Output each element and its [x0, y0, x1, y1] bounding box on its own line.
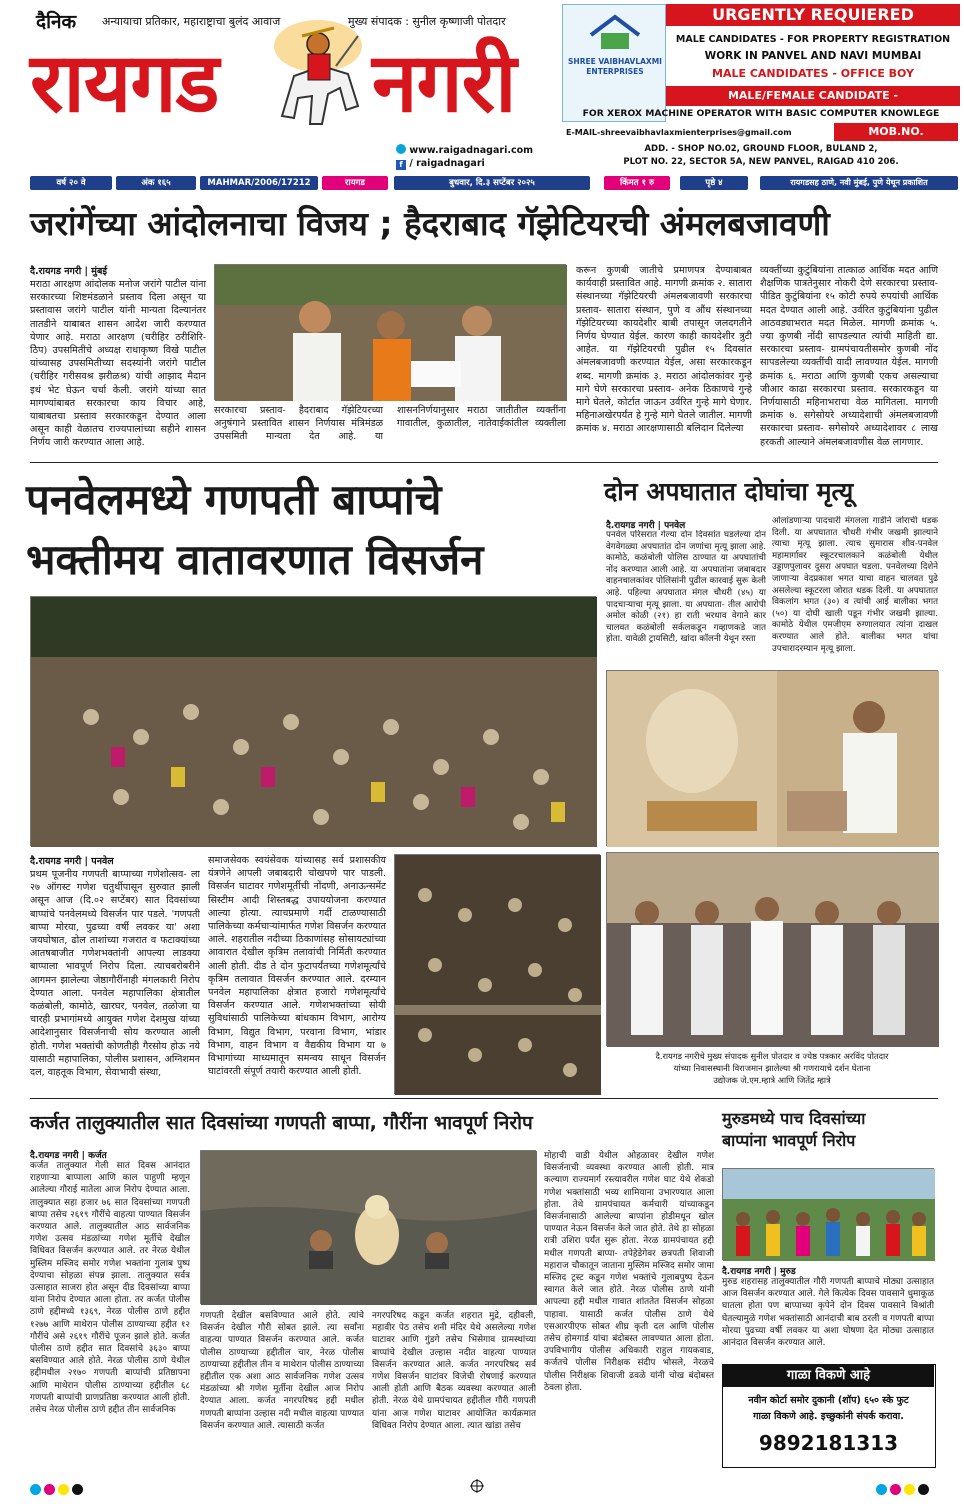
- story2-headline-line2: भक्तीमय वातावरणात विसर्जन: [26, 535, 484, 584]
- story3-col2: ओलांडणाऱ्या पादचारी मंगलला गाडीने जोराची धडक दिली. या अपघातात चौधरी गंभीर जखमी झाल्याने त्याचा मृत्यू झाला. त्याच सुमारास शीव-पनवेल महामार्गावर स्कूटरचालकाने कळंबोली येथील उड्डाणपुलावर दुसरा अपघात घडला. पनवेलच्या दिशेने जाणाऱ्या वेदप्रकाश भगत याचा वाहन चालवत पुढे असलेल्या स्कूटरला जोरात धडक दिली. या अपघातात विकलांग भगत (३०) व त्यांची आई बालीका भगत (५०) या दोघी खाली पडून गंभीर जखमी झाल्या. कामोठे येथील एमजीएम रुग्णालयात त्यांना दाखल करण्यात आले होते. बालीका भगत यांचा उपचारादरम्यान मृत्यू झाला.: [772, 516, 938, 654]
- globe-icon: [396, 144, 406, 154]
- story4-col1: कर्जत तालुक्यात गेली सात दिवस आनंदात राहणाऱ्या बाप्पाला आणि काल पाहुणी म्हणून आलेल्या गौराई मातेला आज निरोप देण्यात आला. तालुक्यात सहा हजार ७६ सात दिवसांच्या गणपती बाप्पा तसेच २६१९ गौरींचे वाहत्या पाण्यात विसर्जन करण्यात आले. तालुक्यातील आठ सार्वजनिक गणेश उत्सव मंडळांच्या गणेश मूर्तीचे देखील विधिवत विसर्जन करण्यात आले. तर नेरळ येथील मुस्लिम मस्जिद समोर गणेश भक्तांना गुलाब पुष्प देण्याचा सोहळा संपन्न झाला. तालुक्यात सर्वत्र उत्साहात साजरा होत असून दीड दिवसांच्या बाप्पा यांना निरोप देण्यात आला होता. तर कर्जत पोलीस ठाणे हद्दीमध्ये १३६९, नेरळ पोलीस ठाणे हद्दीत १२७७ आणि माथेरान पोलीस ठाण्याच्या हद्दीत १२ गौरींचे असे २६१९ गौरींचे पूजन झाले होते. कर्जत पोलीस ठाणे हद्दीत सात दिवसांचे ३६३० बाप्पा बसविण्यात आले होते. नेरळ पोलीस ठाणे येथील हद्दीमधील २१७० गणपती बाप्पांची प्रतिष्ठापना आणि माथेरान पोलीस ठाण्याच्या हद्दीतील ६८ गणपती बाप्पांची प्राणप्रतिष्ठा करण्यात आली होती. तसेच नेरळ पोलीस ठाणे हद्दीत तीन सार्वजनिक: [30, 1161, 190, 1416]
- strip-place: रायगड: [322, 176, 388, 190]
- black-dot-icon: [918, 1484, 929, 1495]
- strip-date: बुधवार, दि.३ सप्टेंबर २०२५: [394, 176, 590, 190]
- registration-marks-center: [470, 1478, 484, 1492]
- story1-col3: करून कुणबी जातीचे प्रमाणपत्र देण्याबाबत कार्यवाही प्रस्तावित आहे. मागणी क्रमांक २. सातारा संस्थानच्या गॅझेटियरची अंमलबजावणी सरकारचा प्रस्ताव- सातारा संस्थान, पुणे व औंध संस्थानच्या गॅझेटियरच्या कायदेशीर बाबी तपासून जलदगतीने निर्णय घेण्यात येईल. कारण काही कायदेशीर त्रुटी आहेत. या गॅझेटियरची पुढील १५ दिवसांत अंमलबजावणी करण्यात येईल, असा सरकारकडून शब्द. मागणी क्रमांक ३. मराठा आंदोलकांवर गुन्हे मागे घेणे सरकारचा प्रस्ताव- अनेक ठिकाणचे गुन्हे मागे घेतले, कोर्टात जाऊन उर्वरित गुन्हे मागे घेणार. महिनाअखेरपर्यंत हे गुन्हे मागे घेतले जातील. मागणी क्रमांक ४. मराठा आरक्षणासाठी बलिदान दिलेल्या: [576, 265, 752, 435]
- magenta-dot-icon: [44, 1484, 55, 1495]
- story4-col3: नगरपरिषद कडून कर्जत शहरात मुद्रे, दहीवली, महावीर पेठ तसेच शनी मंदिर येथे असलेल्या गणेश घाटावर आणि गुंडगे तसेच भिसेगाव ग्रामस्थांच्या बाप्पांचे देखील उल्हास नदीत वाहत्या पाण्यात विसर्जन करण्यात आले. कर्जत नगरपरिषद सर्व गणेश विसर्जन घाटांवर विजेची रोषणाई करण्यात आली होती आणि बैठक व्यवस्था करण्यात आली होती. नेरळ येथे ग्रामपंचायत हद्दीतील गौरी गणपती यांना आज गणेश घाटावर आयोजित कार्यक्रमात विधिवत निरोप देण्यात आला. त्यात खांडा तसेच: [372, 1311, 536, 1431]
- story5-byline: दै.रायगड नगरी | मुरुड: [722, 1267, 796, 1277]
- ad-mobile: MOB.NO. 9892848890: [834, 123, 958, 141]
- black-dot-icon: [72, 1484, 83, 1495]
- website-row: [396, 144, 533, 156]
- story3-byline: दै.रायगड नगरी | पनवेल: [606, 521, 686, 531]
- story3-caption-line2: यांच्या निवासस्थानी विराजमान झालेल्या श्री गणरायाचे दर्शन घेताना: [673, 1063, 871, 1073]
- divider-rule: [30, 462, 938, 463]
- yellow-dot-icon: [58, 1484, 69, 1495]
- facebook-text[interactable]: / raigadnagari: [409, 158, 485, 169]
- ad-line1: MALE CANDIDATES - FOR PROPERTY REGISTRATION: [675, 34, 951, 45]
- story2-headline-line1: पनवेलमध्ये गणपती बाप्पांचे: [26, 475, 442, 524]
- daily-label: दैनिक: [36, 11, 77, 33]
- story4-headline: कर्जत तालुक्यातील सात दिवसांच्या गणपती बाप्पा, गौरींना भावपूर्ण निरोप: [30, 1112, 533, 1134]
- story4-byline: दै.रायगड नगरी | कर्जत: [30, 1151, 107, 1161]
- strip-reg: MAHMAR/2006/17212: [200, 176, 318, 190]
- story1-photo-caption: सरकारचा प्रस्ताव- हैदराबाद गॅझेटियरच्या अनुषंगाने प्रस्तावित शासन निर्णयास मंत्रिमंडळ उपसमिती मान्यता देत आहे. या शासननिर्णयानुसार मराठा जातीतील व्यक्तींना गावातील, कुळातील, नातेवाईकांतील व्यक्तीला: [214, 405, 566, 443]
- story2-photo: [30, 596, 596, 846]
- strip-issue: अंक १६५: [116, 176, 196, 190]
- paper-name-left: रायगड: [30, 36, 219, 131]
- registration-marks-left: [30, 1480, 86, 1499]
- story2-col2: समाजसेवक स्वयंसेवक यांच्यासह सर्व प्रशासकीय यंत्रणेने आपली जबाबदारी चोखपणे पार पाडली. विसर्जन घाटावर गणेशमूर्तीची नोंदणी, अनाऊन्समेंट सिस्टीम आदी शिस्तबद्ध उपाययोजना करण्यात आल्या होत्या. त्याचप्रमाणे गर्दी टाळण्यासाठी पालिकेच्या कर्मचाऱ्यांमार्फत गणेश विसर्जन करण्यात आले. शहरातील नदीच्या ठिकाणांसह सोसायट्यांच्या आवारात देखील कृत्रिम तलावांची निर्मिती करण्यात आली होती. दीड ते दोन फुटापर्यंतच्या गणेशमूर्त्यांचे कृत्रिम तलावात विसर्जन करण्यात आले. दरम्यान पनवेल महापालिका क्षेत्रात हजारो गणेशमूर्त्यांचे विसर्जन करण्यात आले. गणेशभक्तांच्या सोयी सुविधांसाठी पालिकेच्या बांधकाम विभाग, आरोग्य विभाग, विद्युत विभाग, परवाना विभाग, भांडार विभाग, वाहन विभाग व वैद्यकीय विभाग या ७ विभागांच्या माध्यमातून समन्वय साधून विसर्जन घाटांवरती संपूर्ण तयारी करण्यात आली होती.: [208, 855, 386, 1078]
- magenta-dot-icon: [890, 1484, 901, 1495]
- classified-line1: नवीन कोर्टा समोर दुकानी (शॉप) ६५० स्के फुट: [748, 1395, 909, 1406]
- story5-headline-line1: मुरुडमध्ये पाच दिवसांच्या: [722, 1109, 866, 1128]
- story1-col4: व्यक्तींच्या कुटुंबियांना तात्काळ आर्थिक मदत आणि शैक्षणिक पात्रतेनुसार नोकरी देणे सरकारचा प्रस्ताव- पीडित कुटुंबियांना १५ कोटी रुपये रुपयांची आर्थिक मदत देण्यात आली आहे. उर्वरित कुटुंबियांना पुढील आठवड्याभरात मदत मिळेल. मागणी क्रमांक ५. ज्या कुणबी नोंदी सापडल्यात त्यांची माहिती द्या. सरकारचा प्रस्ताव- ग्रामपंचायतीसमोर कुणबी नोंद सापडलेल्या व्यक्तींची यादी लावण्यात येईल. मागणी क्रमांक ६. मराठा आणि कुणबी एकच असल्याचा जीआर काढा सरकारचा प्रस्ताव. सरकारकडून या निर्णयासाठी महिनाभराचा वेळ मागितला. मागणी क्रमांक ७. सगेसोयरे अध्यादेशाची अंमलबजावणी सरकारचा प्रस्ताव- सगेसोयरे अध्यादेशावर ८ लाख हरकती आल्याने अंमलबजावणीस वेळ लागणार.: [760, 265, 938, 448]
- story2-byline: दै.रायगड नगरी | पनवेल: [30, 856, 114, 867]
- story5-photo: [722, 1168, 934, 1260]
- ad-company-line2: ENTERPRISES: [586, 67, 644, 76]
- paper-name-right: नगरी: [372, 36, 516, 131]
- website-text[interactable]: www.raigadnagari.com: [409, 145, 533, 156]
- top-ad: [562, 4, 960, 174]
- ad-logo-box: [562, 4, 666, 122]
- facebook-icon: f: [396, 160, 406, 170]
- story2-photo2: [394, 854, 600, 1094]
- registration-marks-right: [876, 1480, 932, 1499]
- story3-col1: पनवेल परिसरात गेल्या दोन दिवसांत घडलेल्या दोन वेगवेगळ्या अपघातांत दोन जणांचा मृत्यू झाला आहे. कामोठे, कळंबोली पोलिस ठाण्यात या अपघातांची नोंद करण्यात आली आहे. या अपघातांना जबाबदार वाहनचालकांवर पोलिसांनी पुढील कारवाई सुरू केली आहे. पहिल्या अपघातात मंगल चौधरी (४५) या पादचाऱ्याचा मृत्यू झाला. या अपघाता- तील आरोपी अमोल कोळी (२१) हा राती भरधाव वेगाने कार चालवत कळंबोली सर्कलकडून गव्हाणकडे जात होता. यावेळी ट्रायसिटी, खांदा कॉलनी येथून रस्ता: [606, 530, 766, 645]
- ad-line3: MALE CANDIDATES - OFFICE BOY: [712, 67, 914, 80]
- classified-line2: गाळा विकणे आहे. इच्छुकांनी संपर्क करावा.: [753, 1411, 904, 1422]
- tagline: अन्यायाचा प्रतिकार, महाराष्ट्राचा बुलंद आवाज: [102, 15, 281, 28]
- strip-published: रायगडसह ठाणे, नवी मुंबई, पुणे येथून प्रकाशित: [760, 176, 958, 190]
- ad-address-line2: PLOT NO. 22, SECTOR 5A, NEW PANVEL, RAIGAD 410 206.: [623, 157, 899, 167]
- cyan-dot-icon: [876, 1484, 887, 1495]
- story4-col2: गणपती देखील बसविण्यात आले होते. त्यांचे विसर्जन देखील गौरी सोबत झाले. त्या सर्वांना वाहत्या पाण्यात विसर्जन करण्यात आले. कर्जत पोलीस ठाण्याच्या हद्दीतील चार, नेरळ पोलीस ठाण्याच्या हद्दीतील तीन व माथेरान पोलीस ठाण्याच्या हद्दीतील एक अशा आठ सार्वजनिक गणेश उत्सव मंडळांच्या श्री गणेश मूर्तीना देखील आज निरोप देण्यात आला. कर्जत नगरपरिषद हद्दी मधील गणपती बाप्पांना उल्हास नदी मधील वाहत्या पाण्यात विसर्जन करण्यात आले. त्यासाठी कर्जत: [200, 1311, 364, 1431]
- classified-phone: 9892181313: [758, 1431, 899, 1455]
- ad-heading: URGENTLY REQUIERED: [666, 4, 960, 26]
- yellow-dot-icon: [904, 1484, 915, 1495]
- divider-rule: [30, 1098, 938, 1099]
- ad-address-line1: ADD. - SHOP NO.02, GROUND FLOOR, BULAND 2,: [644, 144, 878, 154]
- facebook-row: [396, 158, 485, 170]
- story2-col1: प्रथम पूजनीय गणपती बाप्पाच्या गणेशोत्सव- ला २७ ऑगस्ट गणेश चतुर्थीपासून सुरुवात झाली असून आज (दि.०२ सप्टेंबर) सात दिवसांच्या बाप्पांचे पनवेलमध्ये विसर्जन पार पडले. 'गणपती बाप्पा मोरया, पुढच्या वर्षी लवकर या' अशा जयघोषात, ढोल ताशांच्या गजरात व फटाक्यांच्या आतषबाजीत गणेशभक्तांनी आपल्या लाडक्या बाप्पाला भावपूर्ण निरोप दिला. त्याचबरोबरीने आगमन झालेल्या जेष्ठागौरींनाही मंगलकारी निरोप देण्यात आला. पनवेल महापालिका क्षेत्रातील कळंबोली, कामोठे, खारघर, पनवेल, तळोजा या चारही प्रभागांमध्ये आयुक्त गणेश देशमुख यांच्या आदेशानुसार विसर्जनाची सोय करण्यात आली होती. गणेश भक्तांची कोणतीही गैरसोय होऊ नये यासाठी महापालिका, पोलीस प्रशासन, अग्निशमन दल, वाहतूक विभाग, सेवाभावी संस्था,: [30, 869, 200, 1079]
- editor-line: मुख्य संपादक : सुनील कृष्णाजी पोतदार: [348, 15, 506, 28]
- story1-photo: [214, 264, 566, 400]
- strip-year: वर्ष २० वे: [30, 176, 112, 190]
- ad-line2: WORK IN PANVEL AND NAVI MUMBAI: [704, 50, 922, 62]
- ad-line4: MALE/FEMALE CANDIDATE -: [666, 86, 960, 106]
- classified-title: गाळा विकणे आहे: [723, 1365, 934, 1387]
- story5-headline-line2: बाप्पांना भावपूर्ण निरोप: [722, 1131, 856, 1150]
- ad-email: E-MAIL-shreevaibhavlaxmienterprises@gmail.com: [566, 128, 792, 137]
- ad-company-line1: SHREE VAIBHAVLAXMI: [568, 57, 662, 66]
- story1-byline: दै.रायगड नगरी | मुंबई: [30, 266, 108, 277]
- story3-photo-top: [606, 670, 938, 846]
- strip-price: किंमत १ रु: [604, 176, 670, 190]
- story5-body: मुरुड शहरासह तालुक्यातील गौरी गणपती बाप्पाचे मोठ्या उत्साहात आज विसर्जन करण्यात आले. गेले कित्येक दिवस पावसाने धुमाकूळ घातला होता पण बाप्पाच्या कृपेने दोन दिवस पावसाने विश्रांती घेतल्यामुळे गणेश भक्तांसाठी आनंदाची बाब ठरली व गणपती बाप्पा मोरया पुढच्या वर्षी लवकर या अशा घोषणा देत मोठ्या उत्साहात आनंदात विसर्जन करण्यात आले.: [722, 1277, 934, 1349]
- house-logo-icon: [585, 13, 645, 53]
- strip-pages: पृष्ठे ४: [680, 176, 748, 190]
- classified-ad: [722, 1364, 936, 1468]
- story3-caption-line1: दै.रायगड नगरीचे मुख्य संपादक सुनील पोतदार व ज्येष्ठ पत्रकार अरविंद पोतदार: [655, 1051, 889, 1061]
- shivaji-emblem: [262, 6, 374, 156]
- cyan-dot-icon: [30, 1484, 41, 1495]
- story4-photo: [200, 1150, 536, 1304]
- story3-photo-bottom: [606, 852, 938, 1046]
- ad-line5: FOR XEROX MACHINE OPERATOR WITH BASIC COMPUTER KNOWLEGE: [582, 108, 940, 119]
- masthead: [0, 0, 560, 172]
- story1-col1: मराठा आरक्षण आंदोलक मनोज जरांगे पाटील यांना सरकारच्या शिष्टमंडळाने प्रस्ताव दिला असून या प्रस्तावास जरांगे पाटील यांनी मान्यता दिल्यानंतर तातडीने याबाबत शासन आदेश जारी करण्यात येणार आहे. मराठा आरक्षण (चरीहिर ठरीशिरि- ठेिप) उपसमितीचे अध्यक्ष राधाकृष्ण विखे पाटील यांच्यासह उपसमितीच्या सदस्यांनी जरांगे पाटील (चरीहिर गरीसवश्र झरीळश्र) यांची आझाद मैदान इथं भेट घेऊन चर्चा केली. जरांगे यांच्या सात मागण्यांबाबत सरकारचा काय विचार आहे, याबाबतचा प्रस्ताव सरकारकडून देण्यात आला असून काही वेळातच राज्यपालांच्या सहीने शासन निर्णय जारी करण्यात आला आहे.: [30, 279, 206, 449]
- story3-headline: दोन अपघातात दोघांचा मृत्यू: [604, 477, 854, 506]
- story3-photo-caption: [606, 1050, 938, 1086]
- story1-headline: जरांगेंच्या आंदोलनाचा विजय ; हैदराबाद गॅझेटियरची अंमलबजावणी: [30, 204, 830, 243]
- story3-caption-line3: उद्योजक जे.एम.म्हात्रे आणि जितेंद्र म्हात्रे: [713, 1075, 831, 1085]
- info-strip: [30, 176, 958, 190]
- story4-col4: मोहाची वाडी येथील ओहळावर देखील गणेश विसर्जनाची व्यवस्था करण्यात आली होती. मात्र कल्याण राज्यमार्ग रस्त्यावरील गणेश घाट येथे शेकडो गणेश भक्तांसाठी भव्य शामियाना उभारण्यात आला होता. तेथे ग्रामपंचायत कर्मचारी यांच्याकडून विसर्जनासाठी आलेल्या बाप्पांना होडीमधून खोल पाण्यात नेऊन विसर्जन केले जात होते. तेथे हा सोहळा रात्री उशिरा पर्यंत सुरू होता. नेरळ ग्रामपंचायत हद्दी मधील गणपती बाप्पा- तपेहेडेगेवर छत्रपती शिवाजी महाराज चौकातून जाताना मुस्लिम मस्जिद समोर जामा मस्जिद ट्रस्ट कडून गणेश भक्तांचे गुलाबपुष्प देऊन स्वागत केले जात होते. नेरळ पोलीस ठाणे यांनी आपल्या हद्दी मधील गावात शांततेत विसर्जन सोहळा पाहावा. यासाठी कर्जत पोलीस ठाणे येथे एसआरपीएफ सोबत शीघ्र कृती दल आणि पोलीस तसेच होमगार्ड यांचा बंदोबस्त लावण्यात आला होता. उपविभागीय पोलीस अधिकारी राहुल गायकवाड, कर्जतचे पोलीस निरीक्षक संदीप भोसले, नेरळचे पोलीस निरीक्षक शिवाजी ढवळे यांनी चोख बंदोबस्त ठेवला होता.: [544, 1151, 714, 1393]
